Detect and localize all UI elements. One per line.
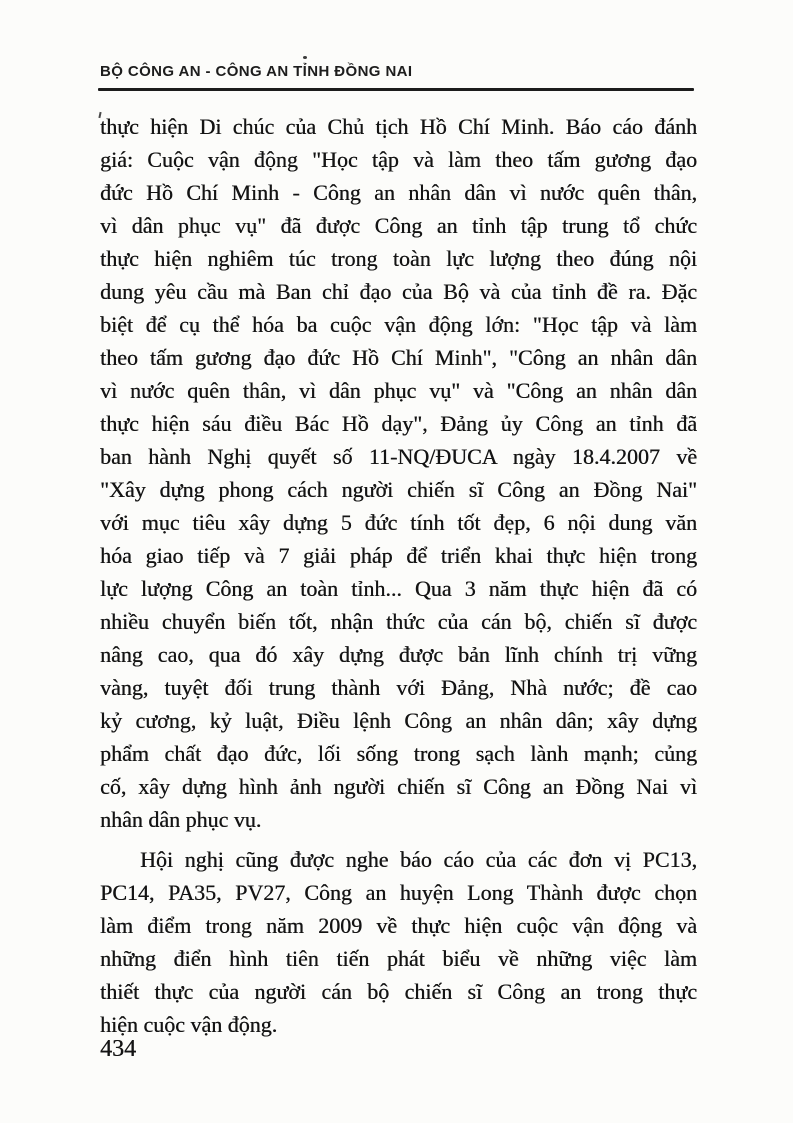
text-line: PC14, PA35, PV27, Công an huyện Long Thành được chọn <box>100 880 697 905</box>
text-line: nhân dân phục vụ. <box>100 807 262 832</box>
page-number: 434 <box>100 1036 136 1062</box>
text-line: thực hiện sáu điều Bác Hồ dạy", Đảng ủy Công an tỉnh đã <box>100 411 697 436</box>
text-line: nâng cao, qua đó xây dựng được bản lĩnh chính trị vững <box>100 642 697 667</box>
text-line: lực lượng Công an toàn tỉnh... Qua 3 năm thực hiện đã có <box>100 576 697 601</box>
text-line: làm điểm trong năm 2009 về thực hiện cuộc vận động và <box>100 913 697 938</box>
scan-artifact-dot <box>303 56 307 59</box>
text-line: vàng, tuyệt đối trung thành với Đảng, Nhà nước; đề cao <box>100 675 697 700</box>
text-line: hiện cuộc vận động. <box>100 1012 278 1037</box>
text-line: Hội nghị cũng được nghe báo cáo của các đơn vị PC13, <box>140 847 697 872</box>
text-line: kỷ cương, kỷ luật, Điều lệnh Công an nhân dân; xây dựng <box>100 708 697 733</box>
body-text <box>100 110 697 1041</box>
text-line: nhiều chuyển biến tốt, nhận thức của cán bộ, chiến sĩ được <box>100 609 697 634</box>
text-line: thực hiện nghiêm túc trong toàn lực lượng theo đúng nội <box>100 246 697 271</box>
text-line: vì nước quên thân, vì dân phục vụ" và "Công an nhân dân <box>100 378 697 403</box>
text-line: dung yêu cầu mà Ban chỉ đạo của Bộ và của tỉnh đề ra. Đặc <box>100 279 697 304</box>
header-rule <box>98 88 694 91</box>
text-line: thực hiện Di chúc của Chủ tịch Hồ Chí Minh. Báo cáo đánh <box>100 114 697 139</box>
text-line: phẩm chất đạo đức, lối sống trong sạch lành mạnh; củng <box>100 741 697 766</box>
text-line: thiết thực của người cán bộ chiến sĩ Công an trong thực <box>100 979 697 1004</box>
running-header: BỘ CÔNG AN - CÔNG AN TỈNH ĐỒNG NAI <box>100 63 413 80</box>
text-line: những điển hình tiên tiến phát biểu về những việc làm <box>100 946 697 971</box>
text-line: vì dân phục vụ" đã được Công an tỉnh tập trung tổ chức <box>100 213 697 238</box>
text-line: biệt để cụ thể hóa ba cuộc vận động lớn: "Học tập và làm <box>100 312 697 337</box>
text-line: theo tấm gương đạo đức Hồ Chí Minh", "Công an nhân dân <box>100 345 697 370</box>
text-line: đức Hồ Chí Minh - Công an nhân dân vì nước quên thân, <box>100 180 697 205</box>
text-line: cố, xây dựng hình ảnh người chiến sĩ Công an Đồng Nai vì <box>100 774 697 799</box>
text-line: hóa giao tiếp và 7 giải pháp để triển khai thực hiện trong <box>100 543 697 568</box>
text-line: với mục tiêu xây dựng 5 đức tính tốt đẹp, 6 nội dung văn <box>100 510 697 535</box>
text-line: giá: Cuộc vận động "Học tập và làm theo tấm gương đạo <box>100 147 697 172</box>
text-line: "Xây dựng phong cách người chiến sĩ Công an Đồng Nai" <box>100 477 697 502</box>
text-line: ban hành Nghị quyết số 11-NQ/ĐUCA ngày 18.4.2007 về <box>100 444 697 469</box>
